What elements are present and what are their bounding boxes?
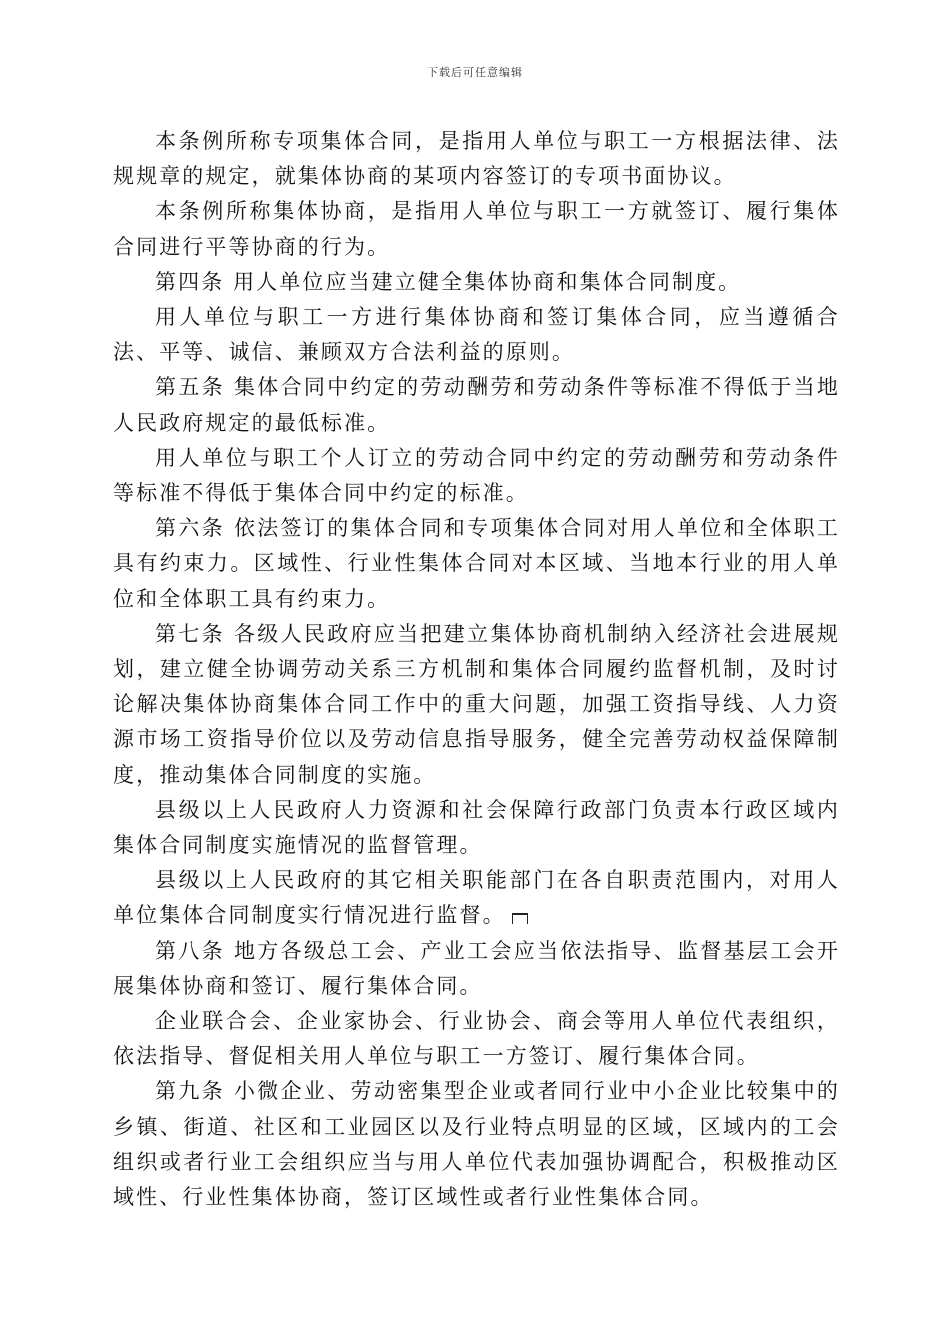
paragraph-with-mark	[113, 863, 840, 933]
paragraph: 第五条 集体合同中约定的劳动酬劳和劳动条件等标准不得低于当地人民政府规定的最低标准。	[113, 375, 840, 435]
paragraph: 第八条 地方各级总工会、产业工会应当依法指导、监督基层工会开展集体协商和签订、履行集体合同。	[113, 938, 840, 998]
paragraph: 县级以上人民政府人力资源和社会保障行政部门负责本行政区域内集体合同制度实施情况的监督管理。	[113, 797, 840, 858]
paragraph: 第四条 用人单位应当建立健全集体协商和集体合同制度。	[155, 269, 742, 294]
paragraph: 用人单位与职工个人订立的劳动合同中约定的劳动酬劳和劳动条件等标准不得低于集体合同中约定的标准。	[113, 445, 840, 506]
paragraph: 企业联合会、企业家协会、行业协会、商会等用人单位代表组织，依法指导、督促相关用人单位与职工一方签订、履行集体合同。	[113, 1009, 840, 1069]
document-body	[113, 124, 840, 1215]
paragraph: 本条例所称专项集体合同，是指用人单位与职工一方根据法律、法规规章的规定，就集体协商的某项内容签订的专项书面协议。	[113, 129, 840, 189]
paragraph-text: 县级以上人民政府的其它相关职能部门在各自职责范围内，对用人单位集体合同制度实行情况进行监督。	[113, 868, 840, 928]
page-header: 下载后可任意编辑	[427, 66, 523, 79]
paragraph: 用人单位与职工一方进行集体协商和签订集体合同，应当遵循合法、平等、诚信、兼顾双方合法利益的原则。	[113, 305, 840, 365]
paragraph: 第九条 小微企业、劳动密集型企业或者同行业中小企业比较集中的乡镇、街道、社区和工业园区以及行业特点明显的区域，区域内的工会组织或者行业工会组织应当与用人单位代表加强协调配合，积极推动区域性、行业性集体协商，签订区域性或者行业性集体合同。	[113, 1079, 840, 1210]
paragraph: 第七条 各级人民政府应当把建立集体协商机制纳入经济社会进展规划，建立健全协调劳动关系三方机制和集体合同履约监督机制，及时讨论解决集体协商集体合同工作中的重大问题，加强工资指导线、人力资源市场工资指导价位以及劳动信息指导服务，健全完善劳动权益保障制度，推动集体合同制度的实施。	[113, 621, 840, 787]
bracket-mark-icon	[512, 913, 528, 924]
paragraph: 本条例所称集体协商，是指用人单位与职工一方就签订、履行集体合同进行平等协商的行为。	[113, 199, 840, 259]
paragraph: 第六条 依法签订的集体合同和专项集体合同对用人单位和全体职工具有约束力。区域性、行业性集体合同对本区域、当地本行业的用人单位和全体职工具有约束力。	[113, 516, 840, 611]
